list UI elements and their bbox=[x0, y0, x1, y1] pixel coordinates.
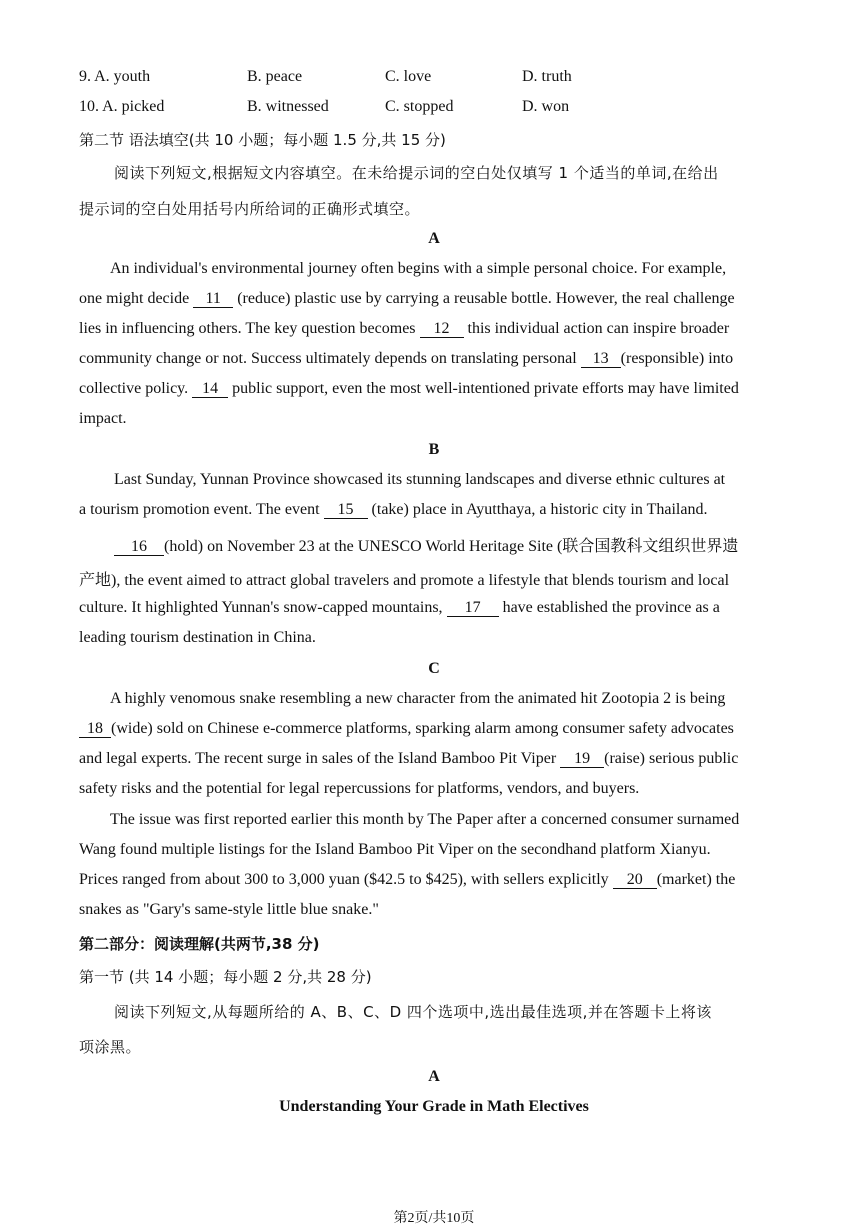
text: (raise) serious public bbox=[604, 750, 739, 767]
option-10-c: C. stopped bbox=[385, 98, 454, 115]
instruction-line-2: 提示词的空白处用括号内所给词的正确形式填空。 bbox=[79, 200, 421, 218]
text: (responsible) into bbox=[620, 350, 734, 367]
page-footer: 第2页/共10页 bbox=[393, 1211, 475, 1226]
passage-a-line-3 bbox=[79, 320, 729, 338]
reading-a-label: A bbox=[428, 1068, 440, 1085]
passage-c-line-2 bbox=[79, 720, 734, 738]
option-9-b: B. peace bbox=[247, 68, 303, 85]
reading-a-title: Understanding Your Grade in Math Electives bbox=[279, 1098, 589, 1115]
passage-a-line-4 bbox=[79, 350, 733, 368]
part2-title: 第二部分：阅读理解(共两节,38 分) bbox=[79, 935, 320, 953]
blank-15[interactable]: 15 bbox=[324, 502, 368, 519]
blank-12[interactable]: 12 bbox=[420, 321, 464, 338]
text: and legal experts. The recent surge in sales of the Island Bamboo Pit Viper bbox=[79, 750, 561, 767]
passage-c-line-5: The issue was first reported earlier this month by The Paper after a concerned consumer surnamed bbox=[110, 811, 740, 828]
blank-18[interactable]: 18 bbox=[79, 721, 111, 738]
section2-title: 第二节 语法填空(共 10 小题；每小题 1.5 分,共 15 分) bbox=[79, 131, 446, 149]
blank-16[interactable]: 16 bbox=[114, 539, 164, 556]
instruction-line-1: 阅读下列短文,根据短文内容填空。在未给提示词的空白处仅填写 1 个适当的单词,在给出 bbox=[114, 164, 719, 182]
text: (reduce) plastic use by carrying a reusable bottle. However, the real challenge bbox=[233, 290, 735, 307]
option-10-d: D. won bbox=[522, 98, 570, 115]
passage-c-line-7 bbox=[79, 871, 735, 889]
option-9-a: 9. A. youth bbox=[79, 68, 151, 85]
text: (take) place in Ayutthaya, a historic city in Thailand. bbox=[367, 501, 708, 518]
passage-c-line-3 bbox=[79, 750, 738, 768]
passage-b-label: B bbox=[428, 441, 440, 458]
passage-b-line-4: 产地), the event aimed to attract global travelers and promote a lifestyle that blends tourism and local bbox=[79, 572, 730, 589]
blank-14[interactable]: 14 bbox=[192, 381, 228, 398]
passage-c-line-1: A highly venomous snake resembling a new character from the animated hit Zootopia 2 is being bbox=[110, 690, 726, 707]
text: lies in influencing others. The key question becomes bbox=[79, 320, 420, 337]
blank-20[interactable]: 20 bbox=[613, 872, 657, 889]
option-10-a: 10. A. picked bbox=[79, 98, 165, 115]
option-9-c: C. love bbox=[385, 68, 432, 85]
option-9-d: D. truth bbox=[522, 68, 572, 85]
reading-instruction-line-2: 项涂黑。 bbox=[79, 1038, 142, 1056]
blank-17[interactable]: 17 bbox=[447, 600, 499, 617]
text: (wide) sold on Chinese e-commerce platforms, sparking alarm among consumer safety advocates bbox=[111, 720, 734, 737]
passage-c-label: C bbox=[428, 660, 440, 677]
blank-11[interactable]: 11 bbox=[193, 291, 233, 308]
text: (hold) on November 23 at the UNESCO World Heritage Site (联合国教科文组织世界遗 bbox=[164, 538, 739, 555]
passage-b-line-1: Last Sunday, Yunnan Province showcased its stunning landscapes and diverse ethnic cultures at bbox=[114, 471, 726, 488]
text: (market) the bbox=[656, 871, 736, 888]
passage-c-line-4: safety risks and the potential for legal repercussions for platforms, vendors, and buyers. bbox=[79, 780, 640, 797]
passage-a-line-2 bbox=[79, 290, 735, 308]
passage-b-line-5 bbox=[79, 599, 720, 617]
reading-instruction-line-1: 阅读下列短文,从每题所给的 A、B、C、D 四个选项中,选出最佳选项,并在答题卡上将该 bbox=[114, 1003, 712, 1021]
passage-a-line-6: impact. bbox=[79, 410, 127, 427]
text: this individual action can inspire broader bbox=[463, 320, 730, 337]
text: community change or not. Success ultimately depends on translating personal bbox=[79, 350, 581, 367]
text: one might decide bbox=[79, 290, 194, 307]
blank-13[interactable]: 13 bbox=[581, 351, 621, 368]
text: collective policy. bbox=[79, 380, 193, 397]
text: public support, even the most well-intentioned private efforts may have limited bbox=[228, 380, 739, 397]
text: a tourism promotion event. The event bbox=[79, 501, 324, 518]
passage-a-line-5 bbox=[79, 380, 739, 398]
passage-b-line-6: leading tourism destination in China. bbox=[79, 629, 316, 646]
option-10-b: B. witnessed bbox=[247, 98, 329, 115]
passage-b-line-2 bbox=[79, 501, 707, 519]
passage-a-line-1: An individual's environmental journey often begins with a simple personal choice. For example, bbox=[110, 260, 727, 277]
passage-c-line-6: Wang found multiple listings for the Island Bamboo Pit Viper on the secondhand platform Xianyu. bbox=[79, 841, 711, 858]
blank-19[interactable]: 19 bbox=[560, 751, 604, 768]
part2-section1-title: 第一节 (共 14 小题；每小题 2 分,共 28 分) bbox=[79, 968, 372, 986]
text: culture. It highlighted Yunnan's snow-capped mountains, bbox=[79, 599, 447, 616]
passage-c-line-8: snakes as "Gary's same-style little blue snake." bbox=[79, 901, 379, 918]
passage-a-label: A bbox=[428, 230, 440, 247]
text: have established the province as a bbox=[498, 599, 720, 616]
text: Prices ranged from about 300 to 3,000 yuan ($42.5 to $425), with sellers explicitly bbox=[79, 871, 613, 888]
passage-b-line-3 bbox=[114, 533, 738, 556]
